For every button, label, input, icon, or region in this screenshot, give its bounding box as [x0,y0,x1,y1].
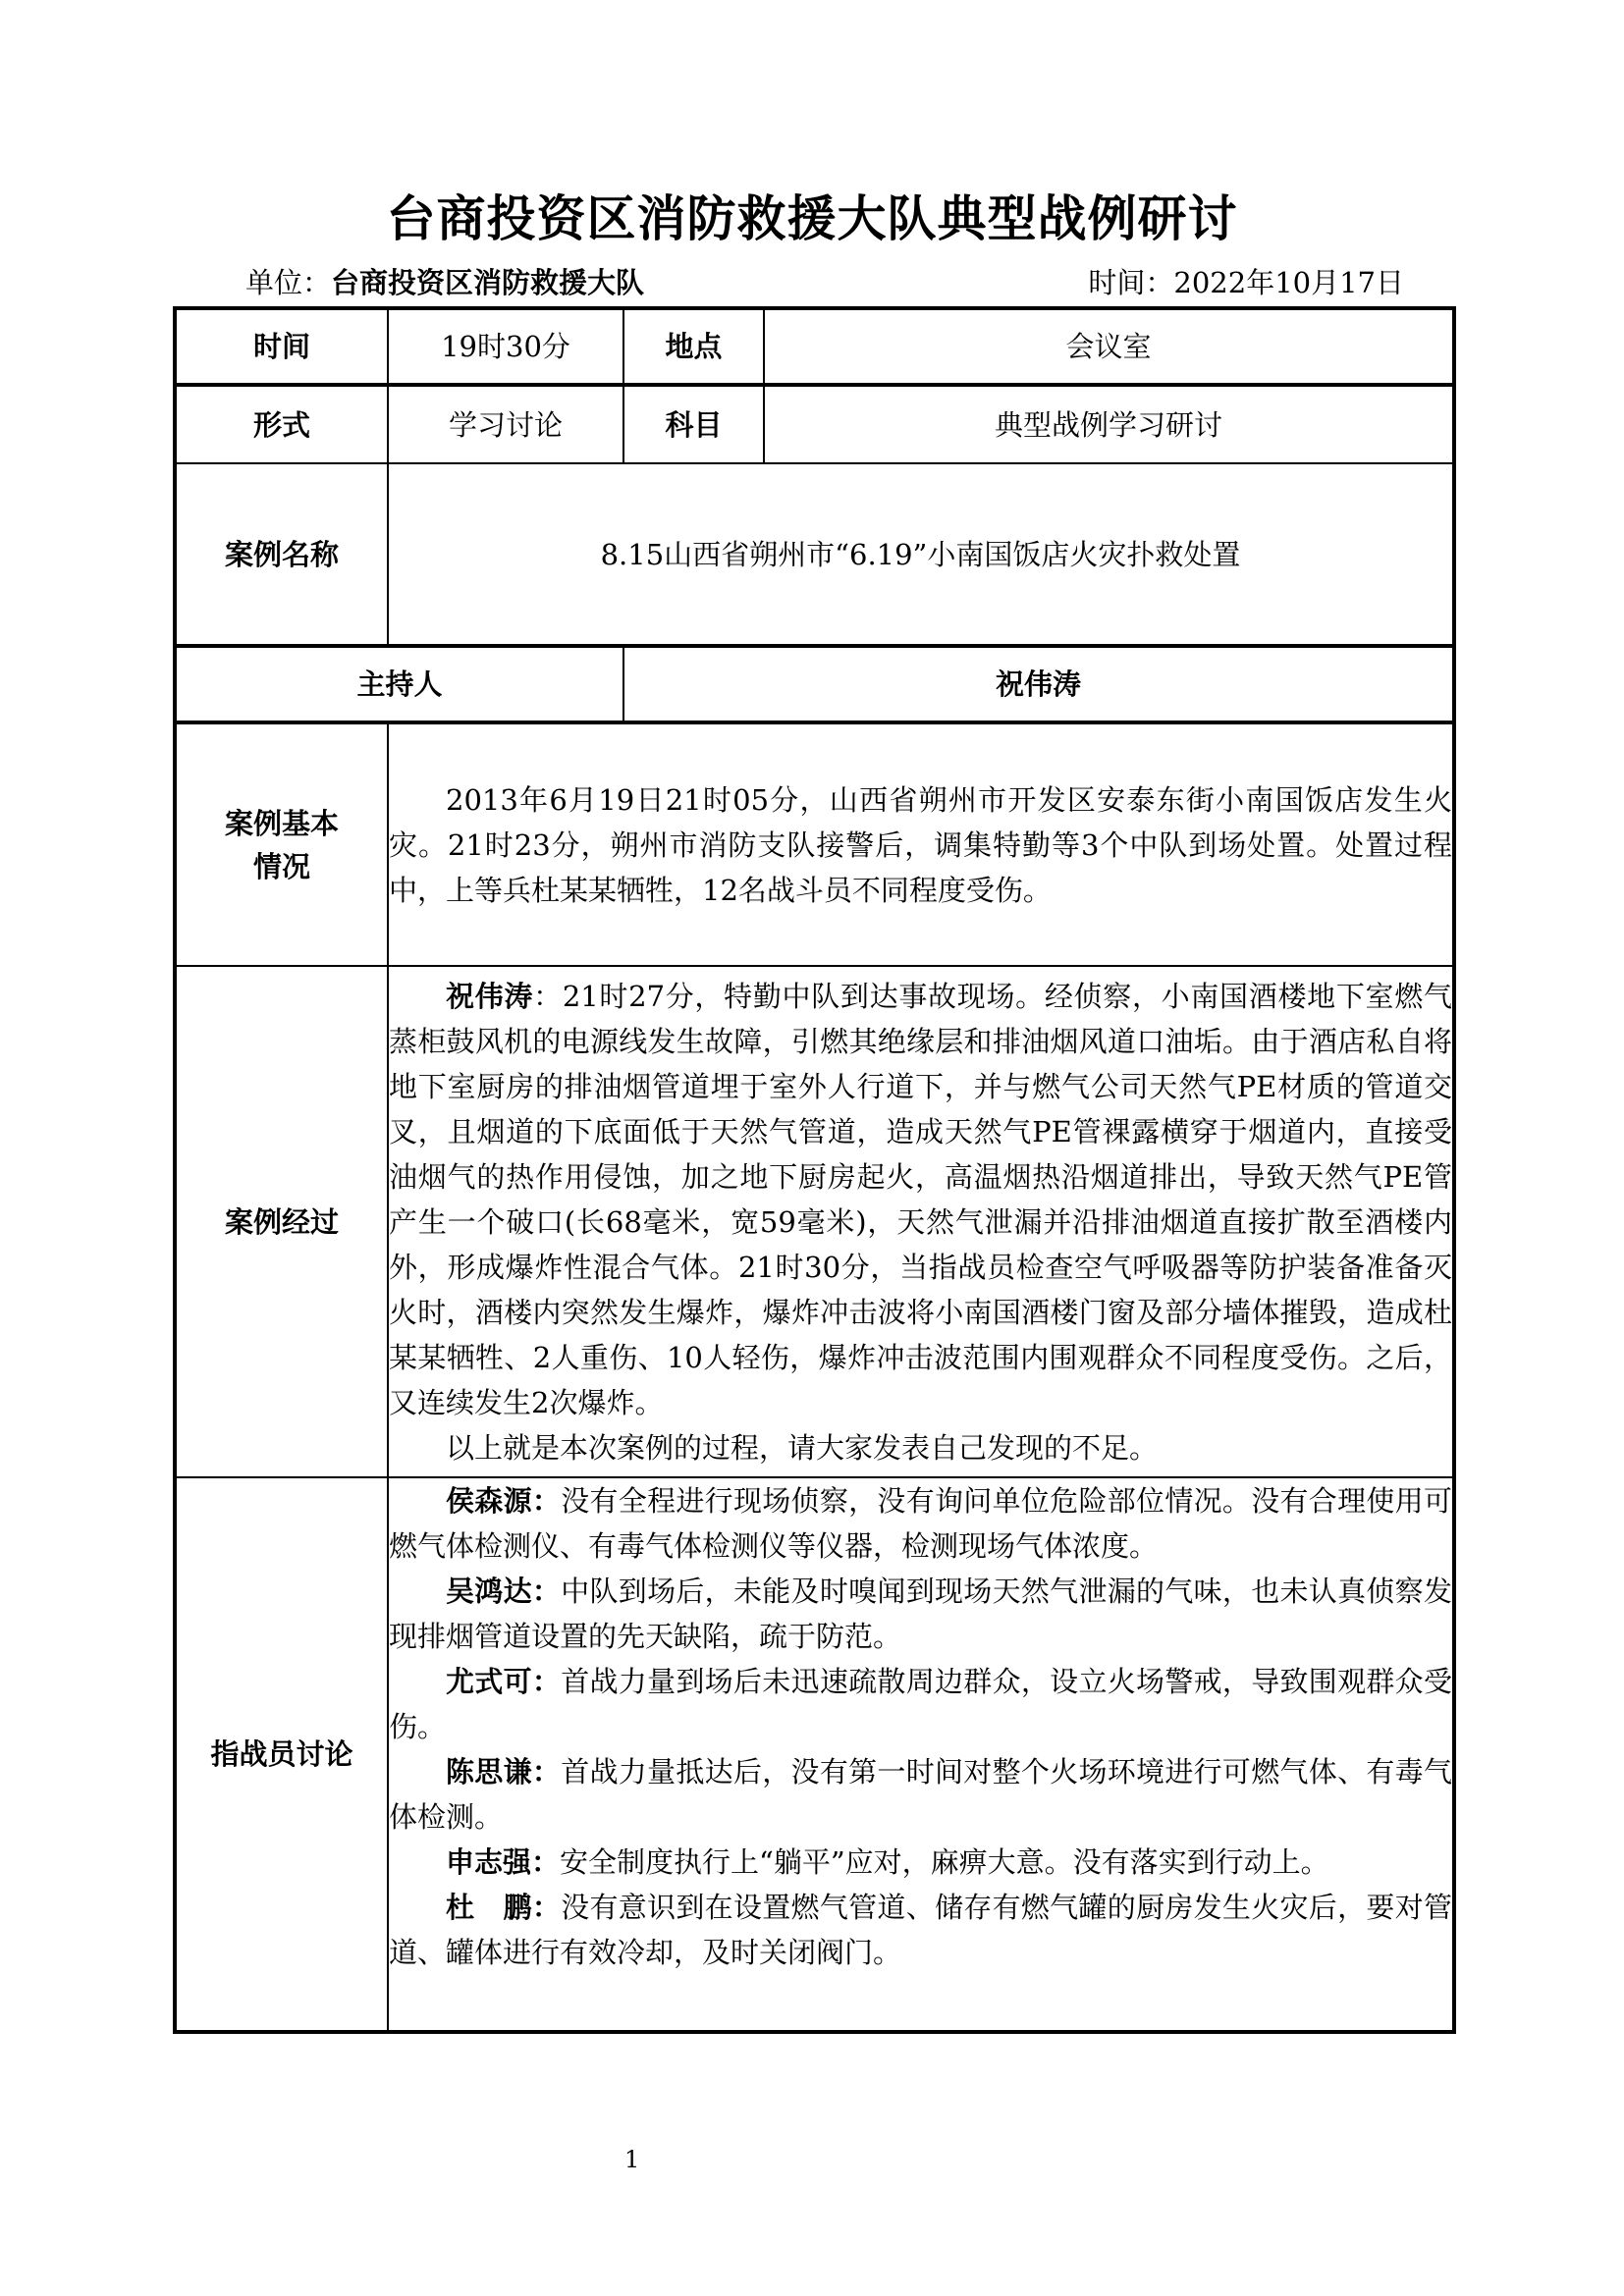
row-time [175,308,1454,385]
time-label: 时间 [175,308,388,385]
form-value: 学习讨论 [388,385,623,463]
comment-item [389,1659,1452,1749]
comment-speaker: 侯森源 [446,1484,532,1518]
discussion-label: 指战员讨论 [175,1477,388,2032]
process-speaker-sep: ： [533,979,563,1013]
basic-info-text: 2013年6月19日21时05分，山西省朔州市开发区安泰东街小南国饭店发生火灾。21时23分，朔州市消防支队接警后，调集特勤等3个中队到场处置。处置过程中，上等兵杜某某牺牲，12名战斗员不同程度受伤。 [389,782,1452,907]
row-discussion [175,1477,1454,2032]
comment-text: 首战力量抵达后，没有第一时间对整个火场环境进行可燃气体、有毒气体检测。 [389,1755,1452,1834]
basic-info-text-cell [388,722,1454,966]
comment-speaker: 杜 鹏 [446,1891,532,1924]
comment-speaker: 陈思谦 [446,1755,532,1789]
comment-item [389,1749,1452,1840]
case-name-value: 8.15山西省朔州市“6.19”小南国饭店火灾扑救处置 [388,463,1454,646]
document-meta [245,261,1404,304]
comment-sep: ： [531,1891,562,1924]
row-form [175,385,1454,463]
date-field [1088,261,1404,304]
case-name-label: 案例名称 [175,463,388,646]
comment-item [389,1478,1452,1569]
row-basic-info [175,722,1454,966]
comment-text: 首战力量到场后未迅速疏散周边群众，设立火场警戒，导致围观群众受伤。 [389,1665,1452,1743]
unit-field [245,261,644,304]
unit-label: 单位： [245,266,332,299]
basic-info-label [175,722,388,966]
subject-value: 典型战例学习研讨 [764,385,1454,463]
row-process [175,966,1454,1477]
host-label: 主持人 [175,646,623,722]
host-value: 祝伟涛 [623,646,1454,722]
comment-sep: ： [531,1755,562,1789]
subject-label: 科目 [623,385,764,463]
process-text-cell [388,966,1454,1477]
case-study-table [173,306,1456,2034]
process-text: 21时27分，特勤中队到达事故现场。经侦察，小南国酒楼地下室燃气蒸柜鼓风机的电源线发生故障，引燃其绝缘层和排油烟风道口油垢。由于酒店私自将地下室厨房的排油烟管道埋于室外人行道下，并与燃气公司天然气PE材质的管道交叉，且烟道的下底面低于天然气管道，造成天然气PE管裸露横穿于烟道内，直接受油烟气的热作用侵蚀，加之地下厨房起火，高温烟热沿烟道排出，导致天然气PE管产生一个破口(长68毫米，宽59毫米)，天然气泄漏并沿排油烟道直接扩散至酒楼内外，形成爆炸性混合气体。21时30分，当指战员检查空气呼吸器等防护装备准备灭火时，酒楼内突然发生爆炸，爆炸冲击波将小南国酒楼门窗及部分墙体摧毁，造成杜某某牺牲、2人重伤、10人轻伤，爆炸冲击波范围内围观群众不同程度受伤。之后，又连续发生2次爆炸。 [389,979,1452,1419]
basic-info-label-line1: 案例基本 [224,806,339,840]
comment-text: 没有全程进行现场侦察，没有询问单位危险部位情况。没有合理使用可燃气体检测仪、有毒气体检测仪等仪器，检测现场气体浓度。 [389,1484,1452,1563]
comment-speaker: 尤式可 [446,1665,532,1698]
comment-text: 没有意识到在设置燃气管道、储存有燃气罐的厨房发生火灾后，要对管道、罐体进行有效冷却，及时关闭阀门。 [389,1891,1452,1969]
row-case-name [175,463,1454,646]
process-paragraph [389,974,1452,1425]
comment-item [389,1840,1452,1885]
date-label: 时间： [1088,266,1174,299]
form-label: 形式 [175,385,388,463]
process-closing: 以上就是本次案例的过程，请大家发表自己发现的不足。 [446,1430,1159,1465]
row-host [175,646,1454,722]
page-number: 1 [624,2146,640,2173]
comment-sep: ： [531,1665,562,1698]
time-value: 19时30分 [388,308,623,385]
process-label: 案例经过 [175,966,388,1477]
process-speaker: 祝伟涛 [446,979,534,1013]
comment-item [389,1569,1452,1659]
location-label: 地点 [623,308,764,385]
comment-text: 安全制度执行上“躺平”应对，麻痹大意。没有落实到行动上。 [560,1845,1329,1879]
location-value: 会议室 [764,308,1454,385]
document-title: 台商投资区消防救援大队典型战例研讨 [386,190,1238,247]
comment-speaker: 申志强 [446,1845,532,1879]
comment-sep: ： [531,1575,562,1608]
unit-value: 台商投资区消防救援大队 [331,266,645,299]
comment-speaker: 吴鸿达 [446,1575,532,1608]
comment-sep: ： [531,1845,561,1879]
date-value: 2022年10月17日 [1173,266,1404,299]
comment-item [389,1885,1452,1975]
discussion-text-cell [388,1477,1454,2032]
comment-sep: ： [531,1484,562,1518]
comment-text: 中队到场后，未能及时嗅闻到现场天然气泄漏的气味，也未认真侦察发现排烟管道设置的先天缺陷，疏于防范。 [389,1575,1452,1653]
basic-info-label-line2: 情况 [252,849,310,883]
